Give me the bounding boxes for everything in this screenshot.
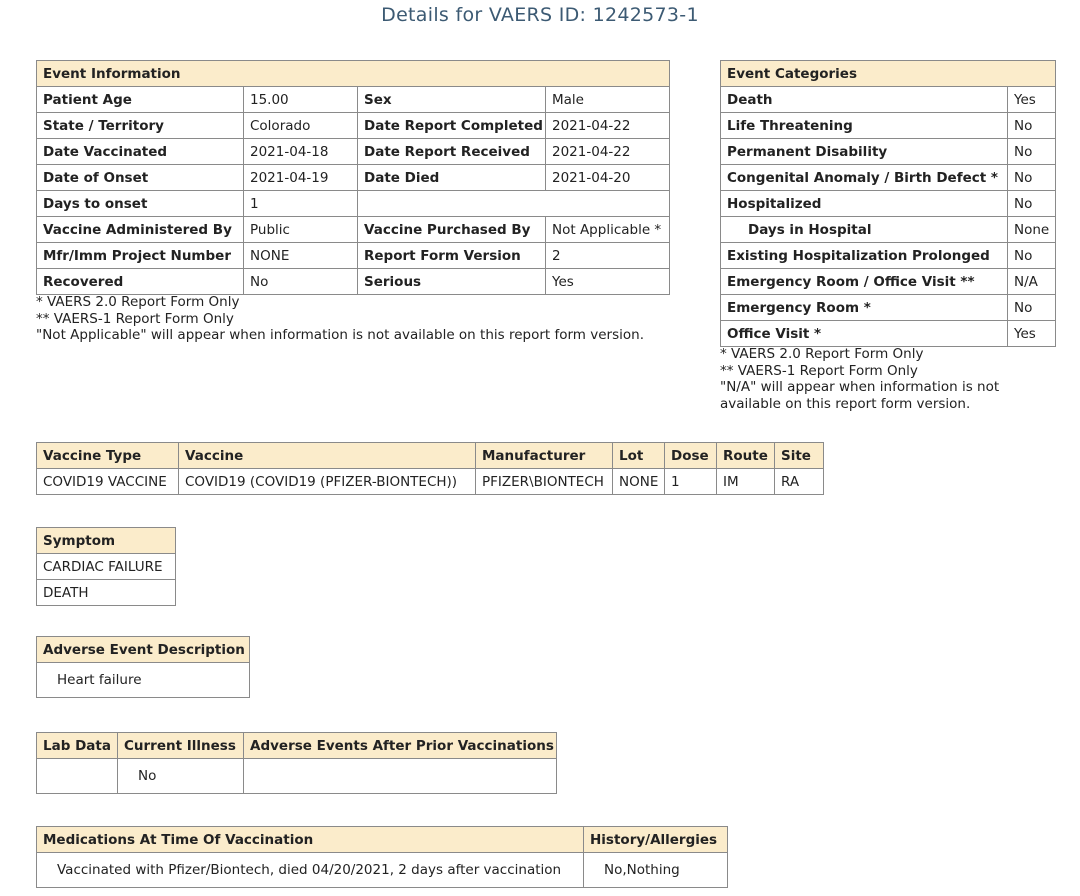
table-row: [721, 87, 1056, 113]
event-categories-table: [720, 60, 1056, 347]
patient-age-label: Patient Age: [37, 87, 244, 113]
current-illness-header: Current Illness: [118, 733, 244, 759]
prior-vaccination-events-header: Adverse Events After Prior Vaccinations: [244, 733, 557, 759]
days-to-onset-label: Days to onset: [37, 191, 244, 217]
table-row: [37, 580, 176, 606]
table-row: [721, 321, 1056, 347]
recovered-label: Recovered: [37, 269, 244, 295]
report-form-version-label: Report Form Version: [358, 243, 546, 269]
table-row: [37, 554, 176, 580]
life-threatening-value: No: [1008, 113, 1056, 139]
lab-data-header: Lab Data: [37, 733, 118, 759]
hospitalized-value: No: [1008, 191, 1056, 217]
serious-label: Serious: [358, 269, 546, 295]
emergency-room-value: No: [1008, 295, 1056, 321]
congenital-anomaly-value: No: [1008, 165, 1056, 191]
page-title: Details for VAERS ID: 1242573-1: [381, 4, 699, 26]
manufacturer-cell: PFIZER\BIONTECH: [476, 469, 613, 495]
lot-cell: NONE: [613, 469, 665, 495]
site-header: Site: [775, 443, 824, 469]
permanent-disability-label: Permanent Disability: [721, 139, 1008, 165]
adverse-event-text: Heart failure: [37, 663, 250, 698]
footnote: available on this report form version.: [720, 395, 971, 412]
symptom-table: [36, 527, 176, 606]
event-information-table: [36, 60, 670, 295]
hospitalized-label: Hospitalized: [721, 191, 1008, 217]
symptom-header: Symptom: [37, 528, 176, 554]
state-label: State / Territory: [37, 113, 244, 139]
table-row: [721, 243, 1056, 269]
event-information-header: Event Information: [37, 61, 670, 87]
lab-illness-table: [36, 732, 557, 794]
vaccine-type-cell: COVID19 VACCINE: [37, 469, 179, 495]
footnote: "N/A" will appear when information is not: [720, 379, 1000, 395]
vaccine-purchased-by-value: Not Applicable *: [546, 217, 670, 243]
footnote: "Not Applicable" will appear when information is not available on this report form version.: [36, 327, 644, 343]
date-vaccinated-label: Date Vaccinated: [37, 139, 244, 165]
date-of-onset-value: 2021-04-19: [244, 165, 358, 191]
sex-value: Male: [546, 87, 670, 113]
date-died-label: Date Died: [358, 165, 546, 191]
table-row: [37, 469, 824, 495]
empty-cell: [358, 191, 670, 217]
date-of-onset-label: Date of Onset: [37, 165, 244, 191]
footnote: * VAERS 2.0 Report Form Only: [36, 294, 240, 310]
adverse-event-header: Adverse Event Description: [37, 637, 250, 663]
table-row: [37, 759, 557, 794]
medications-table: [36, 826, 728, 888]
site-cell: RA: [775, 469, 824, 495]
manufacturer-header: Manufacturer: [476, 443, 613, 469]
date-report-received-label: Date Report Received: [358, 139, 546, 165]
table-row: [721, 113, 1056, 139]
vaccine-administered-by-value: Public: [244, 217, 358, 243]
days-in-hospital-label: Days in Hospital: [721, 217, 1008, 243]
date-report-completed-value: 2021-04-22: [546, 113, 670, 139]
table-row: [721, 269, 1056, 295]
sex-label: Sex: [358, 87, 546, 113]
event-categories-header: Event Categories: [721, 61, 1056, 87]
death-label: Death: [721, 87, 1008, 113]
office-visit-label: Office Visit *: [721, 321, 1008, 347]
vaccine-header: Vaccine: [179, 443, 476, 469]
date-report-completed-label: Date Report Completed: [358, 113, 546, 139]
office-visit-value: Yes: [1008, 321, 1056, 347]
days-in-hospital-value: None: [1008, 217, 1056, 243]
table-row: [721, 191, 1056, 217]
permanent-disability-value: No: [1008, 139, 1056, 165]
hospitalization-prolonged-label: Existing Hospitalization Prolonged: [721, 243, 1008, 269]
lab-data-cell: [37, 759, 118, 794]
symptom-item: CARDIAC FAILURE: [37, 554, 176, 580]
days-to-onset-value: 1: [244, 191, 358, 217]
lot-header: Lot: [613, 443, 665, 469]
current-illness-cell: No: [118, 759, 244, 794]
footnote: * VAERS 2.0 Report Form Only: [720, 346, 924, 362]
prior-vaccination-events-cell: [244, 759, 557, 794]
table-row: [37, 113, 670, 139]
table-row: [37, 87, 670, 113]
footnote: ** VAERS-1 Report Form Only: [36, 310, 234, 327]
dose-cell: 1: [665, 469, 717, 495]
dose-header: Dose: [665, 443, 717, 469]
serious-value: Yes: [546, 269, 670, 295]
er-office-visit-label: Emergency Room / Office Visit **: [721, 269, 1008, 295]
table-row: [37, 217, 670, 243]
vaccine-administered-by-label: Vaccine Administered By: [37, 217, 244, 243]
medications-cell: Vaccinated with Pfizer/Biontech, died 04/20/2021, 2 days after vaccination: [37, 853, 584, 888]
event-categories-notes: [720, 346, 999, 412]
life-threatening-label: Life Threatening: [721, 113, 1008, 139]
history-allergies-cell: No,Nothing: [584, 853, 728, 888]
footnote: ** VAERS-1 Report Form Only: [720, 362, 918, 379]
table-row: [37, 243, 670, 269]
history-allergies-header: History/Allergies: [584, 827, 728, 853]
table-row: [721, 295, 1056, 321]
date-report-received-value: 2021-04-22: [546, 139, 670, 165]
state-value: Colorado: [244, 113, 358, 139]
vaccine-type-header: Vaccine Type: [37, 443, 179, 469]
er-office-visit-value: N/A: [1008, 269, 1056, 295]
table-row: [721, 165, 1056, 191]
recovered-value: No: [244, 269, 358, 295]
patient-age-value: 15.00: [244, 87, 358, 113]
adverse-event-table: [36, 636, 250, 698]
hospitalization-prolonged-value: No: [1008, 243, 1056, 269]
event-information-notes: [36, 294, 644, 344]
date-vaccinated-value: 2021-04-18: [244, 139, 358, 165]
table-row: [721, 139, 1056, 165]
table-row: [37, 139, 670, 165]
table-row: [37, 191, 670, 217]
medications-header: Medications At Time Of Vaccination: [37, 827, 584, 853]
mfr-project-number-label: Mfr/Imm Project Number: [37, 243, 244, 269]
vaccine-cell: COVID19 (COVID19 (PFIZER-BIONTECH)): [179, 469, 476, 495]
table-row: [37, 853, 728, 888]
table-row: [37, 269, 670, 295]
date-died-value: 2021-04-20: [546, 165, 670, 191]
vaccine-purchased-by-label: Vaccine Purchased By: [358, 217, 546, 243]
table-row: [721, 217, 1056, 243]
route-cell: IM: [717, 469, 775, 495]
report-form-version-value: 2: [546, 243, 670, 269]
vaccine-table: [36, 442, 824, 495]
table-row: [37, 165, 670, 191]
death-value: Yes: [1008, 87, 1056, 113]
emergency-room-label: Emergency Room *: [721, 295, 1008, 321]
mfr-project-number-value: NONE: [244, 243, 358, 269]
symptom-item: DEATH: [37, 580, 176, 606]
table-row: [37, 663, 250, 698]
congenital-anomaly-label: Congenital Anomaly / Birth Defect *: [721, 165, 1008, 191]
route-header: Route: [717, 443, 775, 469]
